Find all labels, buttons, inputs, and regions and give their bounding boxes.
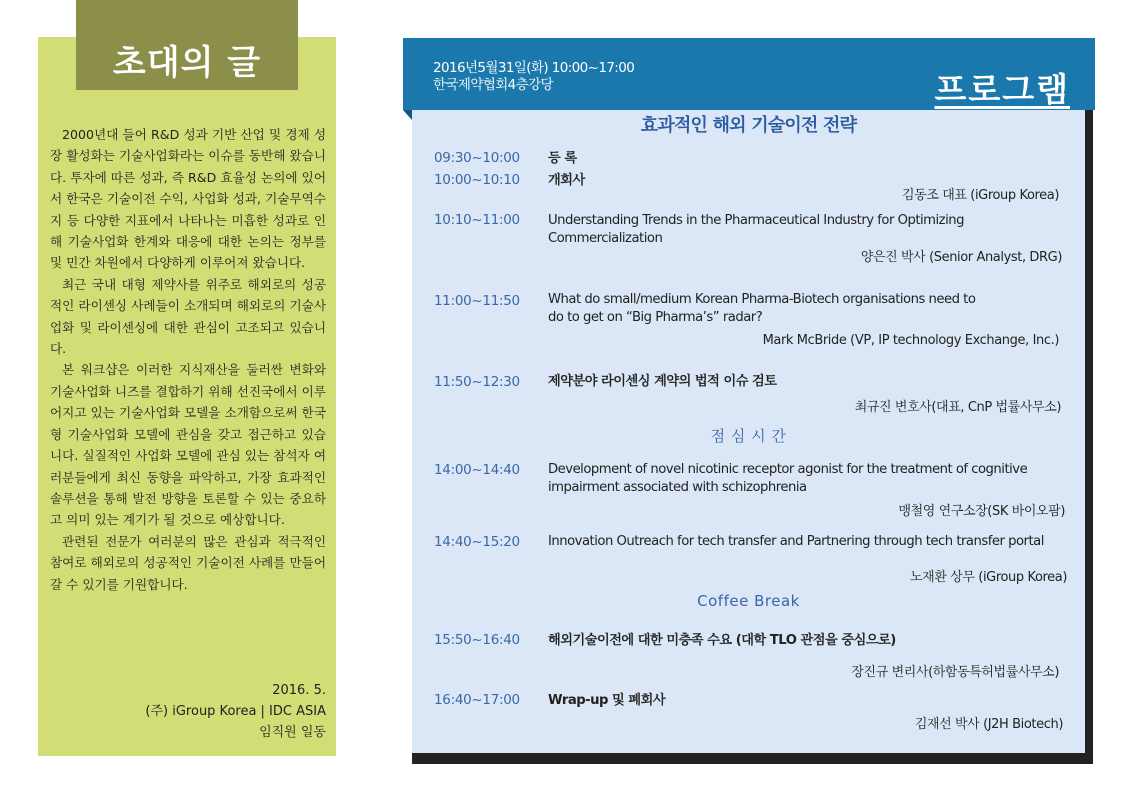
schedule-time: 14:40~15:20 <box>434 534 520 550</box>
coffee-break: Coffee Break <box>697 592 800 610</box>
invitation-paragraph: 관련된 전문가 여러분의 많은 관심과 적극적인 참여로 해외로의 성공적인 기술이전 사례를 만들어갈 수 있기를 기원합니다. <box>50 533 326 592</box>
invitation-paragraph: 본 워크샵은 이러한 지식재산을 둘러싼 변화와 기술사업화 니즈를 결합하기 위해 선진국에서 이루어지고 있는 기술사업화 모델을 소개함으로써 한국형 기술사업화 모델에 관심을 갖고 접근하고 있습니다. 실질적인 사업화 모델에 관심 있는 참석자 여러분들에게 최신 동향을 파악하고, 가장 효과적인 솔루션을 통해 발전 방향을 토론할 수 있는 중요하고 의미 있는 계기가 될 것으로 예상합니다. <box>50 362 326 528</box>
schedule-speaker: 양은진 박사 (Senior Analyst, DRG) <box>860 250 1062 265</box>
schedule-talk: Development of novel nicotinic receptor agonist for the treatment of cognitive impairment associated with schizophrenia <box>548 462 1028 495</box>
invitation-signature <box>76 680 326 743</box>
schedule-speaker: 최규진 변호사(대표, CnP 법률사무소) <box>854 400 1061 415</box>
schedule-talk: Innovation Outreach for tech transfer and Partnering through tech transfer portal <box>548 534 1044 549</box>
schedule-talk: What do small/medium Korean Pharma-Biotech organisations need to do to get on “Big Pharma’s” radar? <box>548 292 976 325</box>
schedule-time: 10:00~10:10 <box>434 172 520 188</box>
lunch-break: 점 심 시 간 <box>710 427 787 445</box>
invitation-title-tab <box>76 0 298 90</box>
schedule-speaker: 맹철영 연구소장(SK 바이오팜) <box>898 504 1065 519</box>
schedule-speaker: 장진규 변리사(하함동특허법률사무소) <box>851 665 1059 680</box>
schedule-speaker: 김재선 박사 (J2H Biotech) <box>914 717 1063 732</box>
schedule-talk: 개회사 <box>548 173 585 188</box>
schedule-time: 11:00~11:50 <box>434 293 520 309</box>
program-subtitle: 효과적인 해외 기술이전 전략 <box>640 115 857 136</box>
invitation-paragraph: 최근 국내 대형 제약사를 위주로 해외로의 성공적인 라이센싱 사례들이 소개되며 해외로의 기술사업화 및 라이센싱에 대한 관심이 고조되고 있습니다. <box>50 276 326 357</box>
invitation-title: 초대의 글 <box>112 43 262 83</box>
schedule-speaker: 김동조 대표 (iGroup Korea) <box>902 188 1059 203</box>
schedule-time: 14:00~14:40 <box>434 462 520 478</box>
schedule-time: 11:50~12:30 <box>434 374 520 390</box>
schedule-time: 16:40~17:00 <box>434 692 520 708</box>
schedule-talk: 등 록 <box>548 151 577 166</box>
program-venue: 한국제약협회4층강당 <box>433 77 553 93</box>
schedule-time: 10:10~11:00 <box>434 212 520 228</box>
invitation-body <box>50 124 326 595</box>
invitation-paragraph: 2000년대 들어 R&D 성과 기반 산업 및 경제 성장 활성화는 기술사업화라는 이슈를 동반해 왔습니다. 투자에 따른 성과, 즉 R&D 효율성 논의에 있어서 한국은 기술이전 수익, 사업화 성과, 기술무역수지 등 다양한 지표에서 나타나는 미흡한 성과로 인해 기술사업화 한계와 대응에 대한 논의는 정부를 및 민간 차원에서 다양하게 이루어져 왔습니다. <box>50 127 326 271</box>
program-event-info <box>433 60 634 94</box>
program-title: 프로그램 <box>934 70 1070 109</box>
schedule-speaker: 노재환 상무 (iGroup Korea) <box>910 570 1067 585</box>
schedule-talk: Understanding Trends in the Pharmaceutical Industry for Optimizing Commercialization <box>548 213 964 246</box>
schedule-speaker: Mark McBride (VP, IP technology Exchange, Inc.) <box>762 333 1059 348</box>
invitation-org: (주) iGroup Korea | IDC ASIA <box>145 704 326 719</box>
schedule-time: 15:50~16:40 <box>434 632 520 648</box>
program-header-fold <box>403 110 412 120</box>
invitation-signer: 임직원 일동 <box>259 725 326 740</box>
schedule-time: 09:30~10:00 <box>434 150 520 166</box>
program-datetime: 2016년5월31일(화) 10:00~17:00 <box>433 60 635 76</box>
schedule-talk: 제약분야 라이센싱 계약의 법적 이슈 검토 <box>548 374 777 389</box>
invitation-date: 2016. 5. <box>272 683 326 698</box>
schedule-talk: 해외기술이전에 대한 미충족 수요 (대학 TLO 관점을 중심으로) <box>548 633 896 648</box>
schedule-talk: Wrap-up 및 폐회사 <box>548 693 666 708</box>
